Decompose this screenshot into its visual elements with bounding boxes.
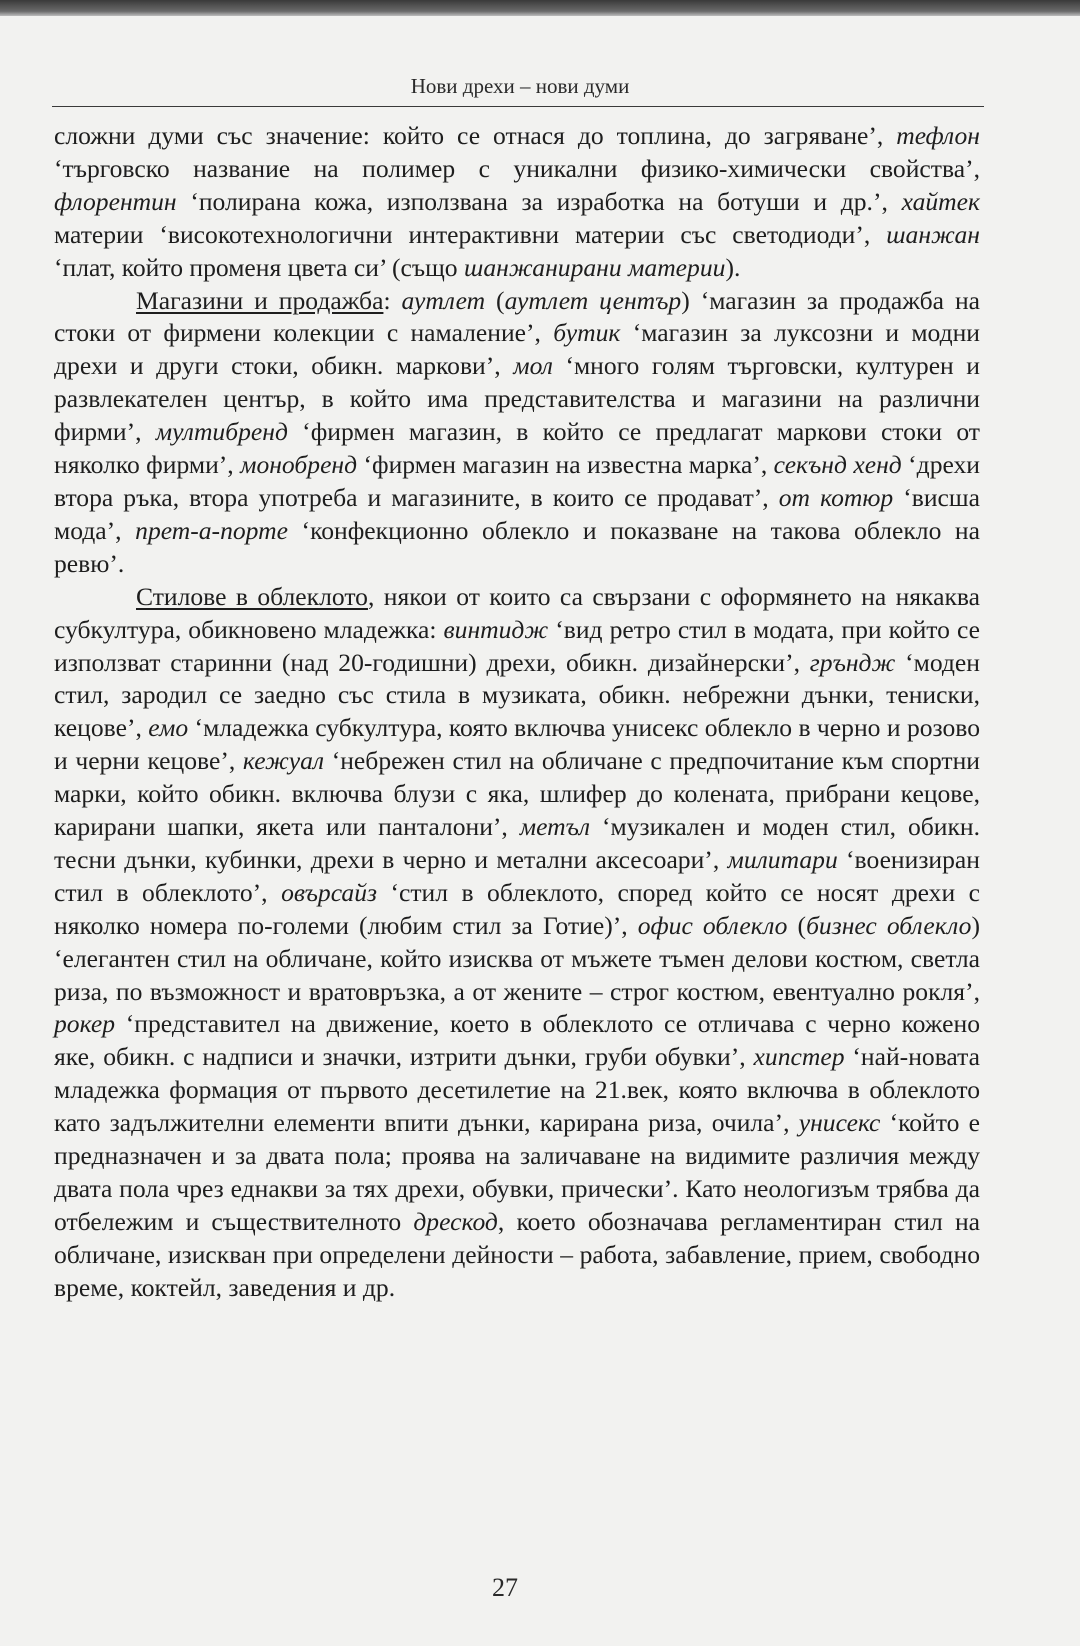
term-italic: бутик bbox=[553, 318, 621, 348]
running-header: Нови дрехи – нови думи bbox=[410, 74, 630, 98]
text-run: ‘моден стил, зародил се заедно със стила в музиката, обикн. небрежни дънки, тениски, кецове’, bbox=[54, 647, 980, 743]
text-run: ‘фирмен магазин, в който се предлагат маркови стоки от няколко фирми’, bbox=[54, 417, 980, 480]
term-italic: хайтек bbox=[901, 186, 980, 216]
text-run: : bbox=[383, 285, 402, 315]
term-italic: метъл bbox=[519, 812, 591, 842]
text-run: ) ‘магазин за продажба на стоки от фирмени колекции с намаление’, bbox=[54, 285, 980, 348]
term-italic: милитари bbox=[727, 844, 838, 874]
text-run: ‘фирмен магазин на известна марка’, bbox=[357, 450, 774, 480]
text-run: ‘плат, който променя цвета си’ (също bbox=[54, 252, 464, 282]
text-run: , което обозначава регламентиран стил на обличане, изискван при определени дейности – работа, забавление, прием, свободно време, коктейл, заведения и др. bbox=[54, 1206, 980, 1302]
section-heading-underlined: Магазини и продажба bbox=[136, 285, 384, 315]
text-run: ‘най-новата младежка формация от първото десетилетие на 21.век, която включва в облеклото като задължителни елементи впити дънки, карирана риза, очила’, bbox=[54, 1042, 980, 1138]
text-run: ) ‘елегантен стил на обличане, който изисква от мъжете тъмен делови костюм, светла риза, по възможност и вратовръзка, а от жените – строг костюм, евентуално рокля’, bbox=[54, 910, 980, 1006]
paragraph-styles bbox=[54, 581, 980, 1305]
term-italic: хипстер bbox=[753, 1042, 845, 1072]
header-rule bbox=[52, 106, 984, 107]
term-italic: прет-а-порте bbox=[135, 515, 288, 545]
text-run: ‘стил в облеклото, според който се носят дрехи с няколко номера по-големи (любим стил за Готие)’, bbox=[54, 877, 981, 940]
term-italic: секънд хенд bbox=[773, 450, 902, 480]
text-run: ‘небрежен стил на обличане с предпочитание към спортни марки, който обикн. включва блузи с яка, шлифер до колената, прибрани кецове, карирани шапки, якета или панталони’, bbox=[54, 746, 980, 842]
term-italic: мултибренд bbox=[155, 417, 288, 447]
term-italic: емо bbox=[148, 713, 189, 743]
body-text bbox=[54, 120, 980, 1305]
text-run: ‘представител на движение, което в облеклото се отличава с черно кожено яке, обикн. с надписи и значки, изтрити дънки, груби обувки’, bbox=[54, 1009, 980, 1072]
scan-top-border bbox=[0, 0, 1080, 16]
text-run: ). bbox=[725, 252, 741, 282]
term-italic: аутлет bbox=[401, 285, 486, 315]
text-run: ‘търговско название на полимер с уникални физико-химически свойства’, bbox=[54, 153, 980, 183]
text-run: материи ‘високотехнологични интерактивни материи със светодиоди’, bbox=[54, 219, 887, 249]
term-italic: кежуал bbox=[242, 746, 325, 776]
term-italic: бизнес облекло bbox=[806, 910, 972, 940]
term-italic: аутлет център bbox=[504, 285, 682, 315]
text-run: ‘много голям търговски, културен и развлекателен център, в който има представителства и магазини на различни фирми’, bbox=[54, 351, 980, 447]
text-run: ‘дрехи втора ръка, втора употреба и магазините, в които се продават’, bbox=[54, 450, 981, 512]
term-italic: флорентин bbox=[54, 186, 177, 216]
text-run: ‘магазин за луксозни и модни дрехи и други стоки, обикн. маркови’, bbox=[54, 318, 980, 381]
term-italic: мол bbox=[513, 351, 553, 381]
text-run: ‘музикален и моден стил, обикн. тесни дънки, кубинки, дрехи в черно и метални аксесоари’, bbox=[54, 812, 980, 874]
text-run: ‘младежка субкултура, която включва унисекс облекло в черно и розово и черни кецове’, bbox=[54, 713, 981, 776]
paragraph-stores bbox=[54, 285, 980, 581]
text-run: ( bbox=[787, 910, 807, 940]
term-italic: шанжанирани материи bbox=[464, 252, 726, 282]
term-italic: овърсайз bbox=[281, 877, 377, 907]
text-run: ‘конфекционно облекло и показване на такова облекло на ревю’. bbox=[54, 515, 980, 578]
text-run: ‘полирана кожа, използвана за изработка на ботуши и др.’, bbox=[176, 186, 902, 216]
term-italic: от котюр bbox=[778, 482, 894, 512]
text-run: , някои от които са свързани с оформянето на някаква субкултура, обикновено младежка: bbox=[54, 581, 980, 644]
text-run: сложни думи със значение: който се отнася до топлина, до загряване’, bbox=[54, 121, 897, 150]
term-italic: монобренд bbox=[240, 450, 358, 480]
text-run: ‘военизиран стил в облеклото’, bbox=[54, 844, 980, 907]
term-italic: офис облекло bbox=[637, 910, 788, 940]
page-number: 27 bbox=[492, 1573, 518, 1602]
term-italic: рокер bbox=[54, 1009, 116, 1039]
term-italic: тефлон bbox=[896, 121, 980, 150]
term-italic: гръндж bbox=[809, 647, 896, 677]
text-run: ‘висша мода’, bbox=[54, 482, 980, 545]
term-italic: винтидж bbox=[443, 614, 549, 644]
term-italic: дрескод bbox=[413, 1206, 498, 1236]
text-run: ( bbox=[485, 285, 505, 315]
term-italic: шанжан bbox=[886, 219, 980, 249]
paragraph-fabrics bbox=[54, 120, 980, 285]
term-italic: унисекс bbox=[798, 1108, 881, 1138]
text-run: ‘вид ретро стил в модата, при който се използват старинни (над 20-годишни) дрехи, обикн. дизайнерски’, bbox=[54, 614, 980, 677]
section-heading-underlined: Стилове в облеклото bbox=[136, 581, 368, 611]
text-run: ‘който е предназначен и за двата пола; проява на заличаване на видимите различия между двата пола чрез еднакви за тях дрехи, обувки, прически’. Като неологизъм трябва да отбележим и съществителното bbox=[54, 1108, 980, 1236]
